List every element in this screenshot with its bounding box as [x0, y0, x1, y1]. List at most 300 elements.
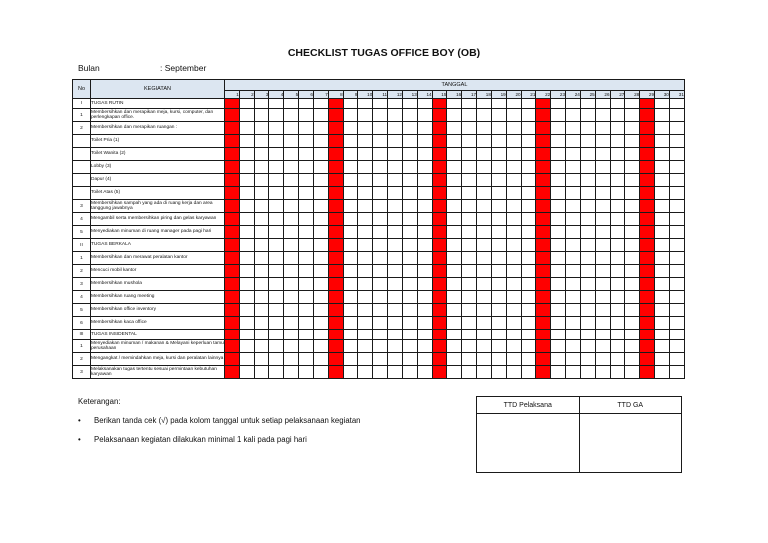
check-cell[interactable] — [521, 366, 536, 379]
check-cell[interactable] — [269, 252, 284, 265]
check-cell[interactable] — [402, 161, 417, 174]
check-cell[interactable] — [284, 265, 299, 278]
check-cell[interactable] — [595, 213, 610, 226]
check-cell[interactable] — [521, 109, 536, 122]
check-cell[interactable] — [239, 226, 254, 239]
check-cell[interactable] — [284, 187, 299, 200]
check-cell[interactable] — [225, 213, 240, 226]
check-cell[interactable] — [640, 148, 655, 161]
check-cell[interactable] — [402, 340, 417, 353]
check-cell[interactable] — [358, 265, 373, 278]
check-cell[interactable] — [521, 265, 536, 278]
check-cell[interactable] — [343, 174, 358, 187]
check-cell[interactable] — [655, 278, 670, 291]
check-cell[interactable] — [625, 174, 640, 187]
check-cell[interactable] — [447, 148, 462, 161]
check-cell[interactable] — [388, 122, 403, 135]
check-cell[interactable] — [239, 99, 254, 109]
check-cell[interactable] — [477, 148, 492, 161]
check-cell[interactable] — [669, 187, 684, 200]
check-cell[interactable] — [506, 353, 521, 366]
check-cell[interactable] — [595, 109, 610, 122]
check-cell[interactable] — [432, 291, 447, 304]
check-cell[interactable] — [313, 226, 328, 239]
check-cell[interactable] — [225, 174, 240, 187]
check-cell[interactable] — [417, 252, 432, 265]
check-cell[interactable] — [669, 122, 684, 135]
check-cell[interactable] — [625, 366, 640, 379]
check-cell[interactable] — [506, 200, 521, 213]
check-cell[interactable] — [299, 148, 314, 161]
check-cell[interactable] — [551, 187, 566, 200]
check-cell[interactable] — [313, 161, 328, 174]
check-cell[interactable] — [328, 291, 343, 304]
check-cell[interactable] — [580, 340, 595, 353]
check-cell[interactable] — [388, 239, 403, 252]
check-cell[interactable] — [536, 109, 551, 122]
check-cell[interactable] — [521, 291, 536, 304]
check-cell[interactable] — [536, 135, 551, 148]
check-cell[interactable] — [269, 200, 284, 213]
check-cell[interactable] — [432, 226, 447, 239]
check-cell[interactable] — [655, 353, 670, 366]
check-cell[interactable] — [669, 291, 684, 304]
check-cell[interactable] — [328, 278, 343, 291]
check-cell[interactable] — [655, 252, 670, 265]
check-cell[interactable] — [551, 200, 566, 213]
check-cell[interactable] — [313, 317, 328, 330]
check-cell[interactable] — [521, 148, 536, 161]
check-cell[interactable] — [225, 122, 240, 135]
check-cell[interactable] — [284, 252, 299, 265]
check-cell[interactable] — [610, 353, 625, 366]
check-cell[interactable] — [343, 353, 358, 366]
check-cell[interactable] — [328, 213, 343, 226]
check-cell[interactable] — [669, 330, 684, 340]
check-cell[interactable] — [521, 187, 536, 200]
check-cell[interactable] — [343, 304, 358, 317]
check-cell[interactable] — [506, 99, 521, 109]
check-cell[interactable] — [328, 340, 343, 353]
check-cell[interactable] — [343, 99, 358, 109]
check-cell[interactable] — [447, 213, 462, 226]
check-cell[interactable] — [566, 239, 581, 252]
check-cell[interactable] — [640, 340, 655, 353]
check-cell[interactable] — [551, 265, 566, 278]
check-cell[interactable] — [462, 353, 477, 366]
check-cell[interactable] — [432, 109, 447, 122]
check-cell[interactable] — [313, 278, 328, 291]
check-cell[interactable] — [299, 278, 314, 291]
check-cell[interactable] — [551, 239, 566, 252]
check-cell[interactable] — [477, 135, 492, 148]
check-cell[interactable] — [417, 99, 432, 109]
check-cell[interactable] — [239, 265, 254, 278]
check-cell[interactable] — [343, 239, 358, 252]
check-cell[interactable] — [536, 161, 551, 174]
check-cell[interactable] — [417, 161, 432, 174]
check-cell[interactable] — [432, 135, 447, 148]
check-cell[interactable] — [580, 366, 595, 379]
check-cell[interactable] — [536, 366, 551, 379]
check-cell[interactable] — [625, 135, 640, 148]
check-cell[interactable] — [655, 226, 670, 239]
check-cell[interactable] — [477, 226, 492, 239]
check-cell[interactable] — [328, 109, 343, 122]
check-cell[interactable] — [388, 340, 403, 353]
check-cell[interactable] — [462, 304, 477, 317]
check-cell[interactable] — [358, 353, 373, 366]
check-cell[interactable] — [580, 252, 595, 265]
check-cell[interactable] — [521, 317, 536, 330]
check-cell[interactable] — [328, 135, 343, 148]
check-cell[interactable] — [595, 200, 610, 213]
check-cell[interactable] — [580, 174, 595, 187]
check-cell[interactable] — [655, 366, 670, 379]
check-cell[interactable] — [477, 317, 492, 330]
check-cell[interactable] — [610, 291, 625, 304]
check-cell[interactable] — [640, 200, 655, 213]
check-cell[interactable] — [358, 99, 373, 109]
check-cell[interactable] — [669, 265, 684, 278]
check-cell[interactable] — [313, 366, 328, 379]
check-cell[interactable] — [432, 161, 447, 174]
check-cell[interactable] — [447, 340, 462, 353]
check-cell[interactable] — [239, 330, 254, 340]
check-cell[interactable] — [239, 304, 254, 317]
check-cell[interactable] — [462, 174, 477, 187]
check-cell[interactable] — [477, 340, 492, 353]
check-cell[interactable] — [402, 200, 417, 213]
check-cell[interactable] — [655, 99, 670, 109]
check-cell[interactable] — [373, 291, 388, 304]
check-cell[interactable] — [432, 304, 447, 317]
check-cell[interactable] — [358, 122, 373, 135]
check-cell[interactable] — [388, 213, 403, 226]
check-cell[interactable] — [669, 200, 684, 213]
check-cell[interactable] — [595, 304, 610, 317]
check-cell[interactable] — [506, 226, 521, 239]
check-cell[interactable] — [388, 174, 403, 187]
check-cell[interactable] — [580, 161, 595, 174]
check-cell[interactable] — [254, 239, 269, 252]
check-cell[interactable] — [640, 317, 655, 330]
check-cell[interactable] — [610, 226, 625, 239]
check-cell[interactable] — [462, 265, 477, 278]
check-cell[interactable] — [358, 317, 373, 330]
check-cell[interactable] — [655, 148, 670, 161]
check-cell[interactable] — [462, 239, 477, 252]
check-cell[interactable] — [580, 187, 595, 200]
check-cell[interactable] — [521, 304, 536, 317]
check-cell[interactable] — [669, 213, 684, 226]
check-cell[interactable] — [625, 161, 640, 174]
check-cell[interactable] — [536, 226, 551, 239]
check-cell[interactable] — [580, 304, 595, 317]
check-cell[interactable] — [595, 366, 610, 379]
check-cell[interactable] — [536, 353, 551, 366]
check-cell[interactable] — [417, 135, 432, 148]
check-cell[interactable] — [254, 213, 269, 226]
check-cell[interactable] — [388, 330, 403, 340]
check-cell[interactable] — [580, 213, 595, 226]
check-cell[interactable] — [313, 265, 328, 278]
check-cell[interactable] — [610, 340, 625, 353]
check-cell[interactable] — [417, 226, 432, 239]
check-cell[interactable] — [239, 278, 254, 291]
check-cell[interactable] — [417, 330, 432, 340]
check-cell[interactable] — [254, 99, 269, 109]
check-cell[interactable] — [284, 366, 299, 379]
check-cell[interactable] — [402, 291, 417, 304]
check-cell[interactable] — [343, 213, 358, 226]
check-cell[interactable] — [417, 291, 432, 304]
check-cell[interactable] — [625, 317, 640, 330]
check-cell[interactable] — [254, 304, 269, 317]
check-cell[interactable] — [417, 187, 432, 200]
check-cell[interactable] — [640, 122, 655, 135]
check-cell[interactable] — [432, 200, 447, 213]
check-cell[interactable] — [299, 200, 314, 213]
check-cell[interactable] — [506, 135, 521, 148]
check-cell[interactable] — [447, 353, 462, 366]
check-cell[interactable] — [254, 200, 269, 213]
check-cell[interactable] — [358, 161, 373, 174]
check-cell[interactable] — [239, 213, 254, 226]
check-cell[interactable] — [254, 317, 269, 330]
check-cell[interactable] — [417, 239, 432, 252]
check-cell[interactable] — [521, 226, 536, 239]
check-cell[interactable] — [669, 340, 684, 353]
check-cell[interactable] — [491, 278, 506, 291]
check-cell[interactable] — [373, 187, 388, 200]
check-cell[interactable] — [610, 161, 625, 174]
check-cell[interactable] — [462, 109, 477, 122]
check-cell[interactable] — [269, 135, 284, 148]
check-cell[interactable] — [506, 291, 521, 304]
check-cell[interactable] — [625, 200, 640, 213]
check-cell[interactable] — [239, 148, 254, 161]
check-cell[interactable] — [269, 109, 284, 122]
check-cell[interactable] — [521, 99, 536, 109]
check-cell[interactable] — [477, 291, 492, 304]
check-cell[interactable] — [447, 109, 462, 122]
check-cell[interactable] — [299, 330, 314, 340]
check-cell[interactable] — [239, 174, 254, 187]
check-cell[interactable] — [640, 252, 655, 265]
check-cell[interactable] — [447, 366, 462, 379]
check-cell[interactable] — [462, 99, 477, 109]
check-cell[interactable] — [358, 330, 373, 340]
check-cell[interactable] — [299, 161, 314, 174]
check-cell[interactable] — [358, 252, 373, 265]
check-cell[interactable] — [551, 161, 566, 174]
check-cell[interactable] — [536, 291, 551, 304]
check-cell[interactable] — [269, 366, 284, 379]
check-cell[interactable] — [625, 226, 640, 239]
check-cell[interactable] — [432, 252, 447, 265]
check-cell[interactable] — [491, 187, 506, 200]
check-cell[interactable] — [491, 366, 506, 379]
check-cell[interactable] — [269, 187, 284, 200]
check-cell[interactable] — [388, 148, 403, 161]
check-cell[interactable] — [388, 99, 403, 109]
check-cell[interactable] — [432, 239, 447, 252]
check-cell[interactable] — [669, 252, 684, 265]
check-cell[interactable] — [640, 366, 655, 379]
check-cell[interactable] — [566, 353, 581, 366]
check-cell[interactable] — [299, 366, 314, 379]
check-cell[interactable] — [269, 148, 284, 161]
check-cell[interactable] — [284, 213, 299, 226]
check-cell[interactable] — [595, 239, 610, 252]
check-cell[interactable] — [358, 187, 373, 200]
check-cell[interactable] — [625, 239, 640, 252]
check-cell[interactable] — [521, 252, 536, 265]
check-cell[interactable] — [506, 330, 521, 340]
check-cell[interactable] — [506, 122, 521, 135]
check-cell[interactable] — [373, 239, 388, 252]
check-cell[interactable] — [521, 213, 536, 226]
check-cell[interactable] — [625, 252, 640, 265]
check-cell[interactable] — [432, 213, 447, 226]
check-cell[interactable] — [610, 174, 625, 187]
check-cell[interactable] — [328, 161, 343, 174]
check-cell[interactable] — [269, 213, 284, 226]
check-cell[interactable] — [447, 330, 462, 340]
check-cell[interactable] — [239, 135, 254, 148]
check-cell[interactable] — [373, 340, 388, 353]
check-cell[interactable] — [284, 317, 299, 330]
check-cell[interactable] — [373, 213, 388, 226]
check-cell[interactable] — [328, 148, 343, 161]
check-cell[interactable] — [373, 148, 388, 161]
check-cell[interactable] — [610, 252, 625, 265]
check-cell[interactable] — [536, 278, 551, 291]
check-cell[interactable] — [491, 122, 506, 135]
check-cell[interactable] — [462, 330, 477, 340]
check-cell[interactable] — [566, 109, 581, 122]
check-cell[interactable] — [580, 135, 595, 148]
check-cell[interactable] — [595, 135, 610, 148]
check-cell[interactable] — [625, 330, 640, 340]
check-cell[interactable] — [625, 265, 640, 278]
check-cell[interactable] — [447, 161, 462, 174]
check-cell[interactable] — [566, 317, 581, 330]
check-cell[interactable] — [225, 304, 240, 317]
check-cell[interactable] — [477, 200, 492, 213]
check-cell[interactable] — [432, 99, 447, 109]
check-cell[interactable] — [417, 174, 432, 187]
check-cell[interactable] — [402, 109, 417, 122]
check-cell[interactable] — [491, 317, 506, 330]
check-cell[interactable] — [269, 99, 284, 109]
check-cell[interactable] — [373, 174, 388, 187]
check-cell[interactable] — [625, 353, 640, 366]
check-cell[interactable] — [610, 330, 625, 340]
check-cell[interactable] — [536, 265, 551, 278]
check-cell[interactable] — [477, 353, 492, 366]
check-cell[interactable] — [595, 353, 610, 366]
check-cell[interactable] — [447, 304, 462, 317]
check-cell[interactable] — [655, 291, 670, 304]
check-cell[interactable] — [655, 213, 670, 226]
check-cell[interactable] — [373, 366, 388, 379]
check-cell[interactable] — [284, 239, 299, 252]
check-cell[interactable] — [388, 252, 403, 265]
check-cell[interactable] — [536, 148, 551, 161]
check-cell[interactable] — [388, 265, 403, 278]
check-cell[interactable] — [625, 340, 640, 353]
check-cell[interactable] — [566, 291, 581, 304]
check-cell[interactable] — [506, 340, 521, 353]
check-cell[interactable] — [566, 148, 581, 161]
check-cell[interactable] — [595, 278, 610, 291]
check-cell[interactable] — [655, 109, 670, 122]
check-cell[interactable] — [402, 226, 417, 239]
check-cell[interactable] — [625, 187, 640, 200]
check-cell[interactable] — [491, 161, 506, 174]
check-cell[interactable] — [269, 340, 284, 353]
check-cell[interactable] — [462, 340, 477, 353]
check-cell[interactable] — [640, 291, 655, 304]
check-cell[interactable] — [551, 317, 566, 330]
check-cell[interactable] — [536, 200, 551, 213]
check-cell[interactable] — [299, 304, 314, 317]
check-cell[interactable] — [491, 213, 506, 226]
check-cell[interactable] — [477, 330, 492, 340]
check-cell[interactable] — [447, 226, 462, 239]
check-cell[interactable] — [521, 278, 536, 291]
check-cell[interactable] — [640, 187, 655, 200]
check-cell[interactable] — [373, 353, 388, 366]
check-cell[interactable] — [610, 135, 625, 148]
check-cell[interactable] — [284, 291, 299, 304]
check-cell[interactable] — [536, 317, 551, 330]
check-cell[interactable] — [284, 161, 299, 174]
check-cell[interactable] — [551, 252, 566, 265]
check-cell[interactable] — [447, 278, 462, 291]
check-cell[interactable] — [343, 200, 358, 213]
check-cell[interactable] — [269, 239, 284, 252]
check-cell[interactable] — [284, 109, 299, 122]
check-cell[interactable] — [388, 353, 403, 366]
check-cell[interactable] — [358, 226, 373, 239]
check-cell[interactable] — [432, 187, 447, 200]
check-cell[interactable] — [506, 366, 521, 379]
check-cell[interactable] — [328, 252, 343, 265]
check-cell[interactable] — [225, 99, 240, 109]
check-cell[interactable] — [254, 109, 269, 122]
check-cell[interactable] — [669, 304, 684, 317]
check-cell[interactable] — [521, 122, 536, 135]
check-cell[interactable] — [580, 200, 595, 213]
check-cell[interactable] — [254, 187, 269, 200]
check-cell[interactable] — [477, 122, 492, 135]
check-cell[interactable] — [239, 291, 254, 304]
check-cell[interactable] — [328, 330, 343, 340]
check-cell[interactable] — [358, 213, 373, 226]
check-cell[interactable] — [491, 291, 506, 304]
check-cell[interactable] — [254, 330, 269, 340]
check-cell[interactable] — [299, 291, 314, 304]
check-cell[interactable] — [625, 99, 640, 109]
check-cell[interactable] — [269, 304, 284, 317]
check-cell[interactable] — [595, 148, 610, 161]
check-cell[interactable] — [388, 161, 403, 174]
check-cell[interactable] — [299, 317, 314, 330]
check-cell[interactable] — [447, 135, 462, 148]
